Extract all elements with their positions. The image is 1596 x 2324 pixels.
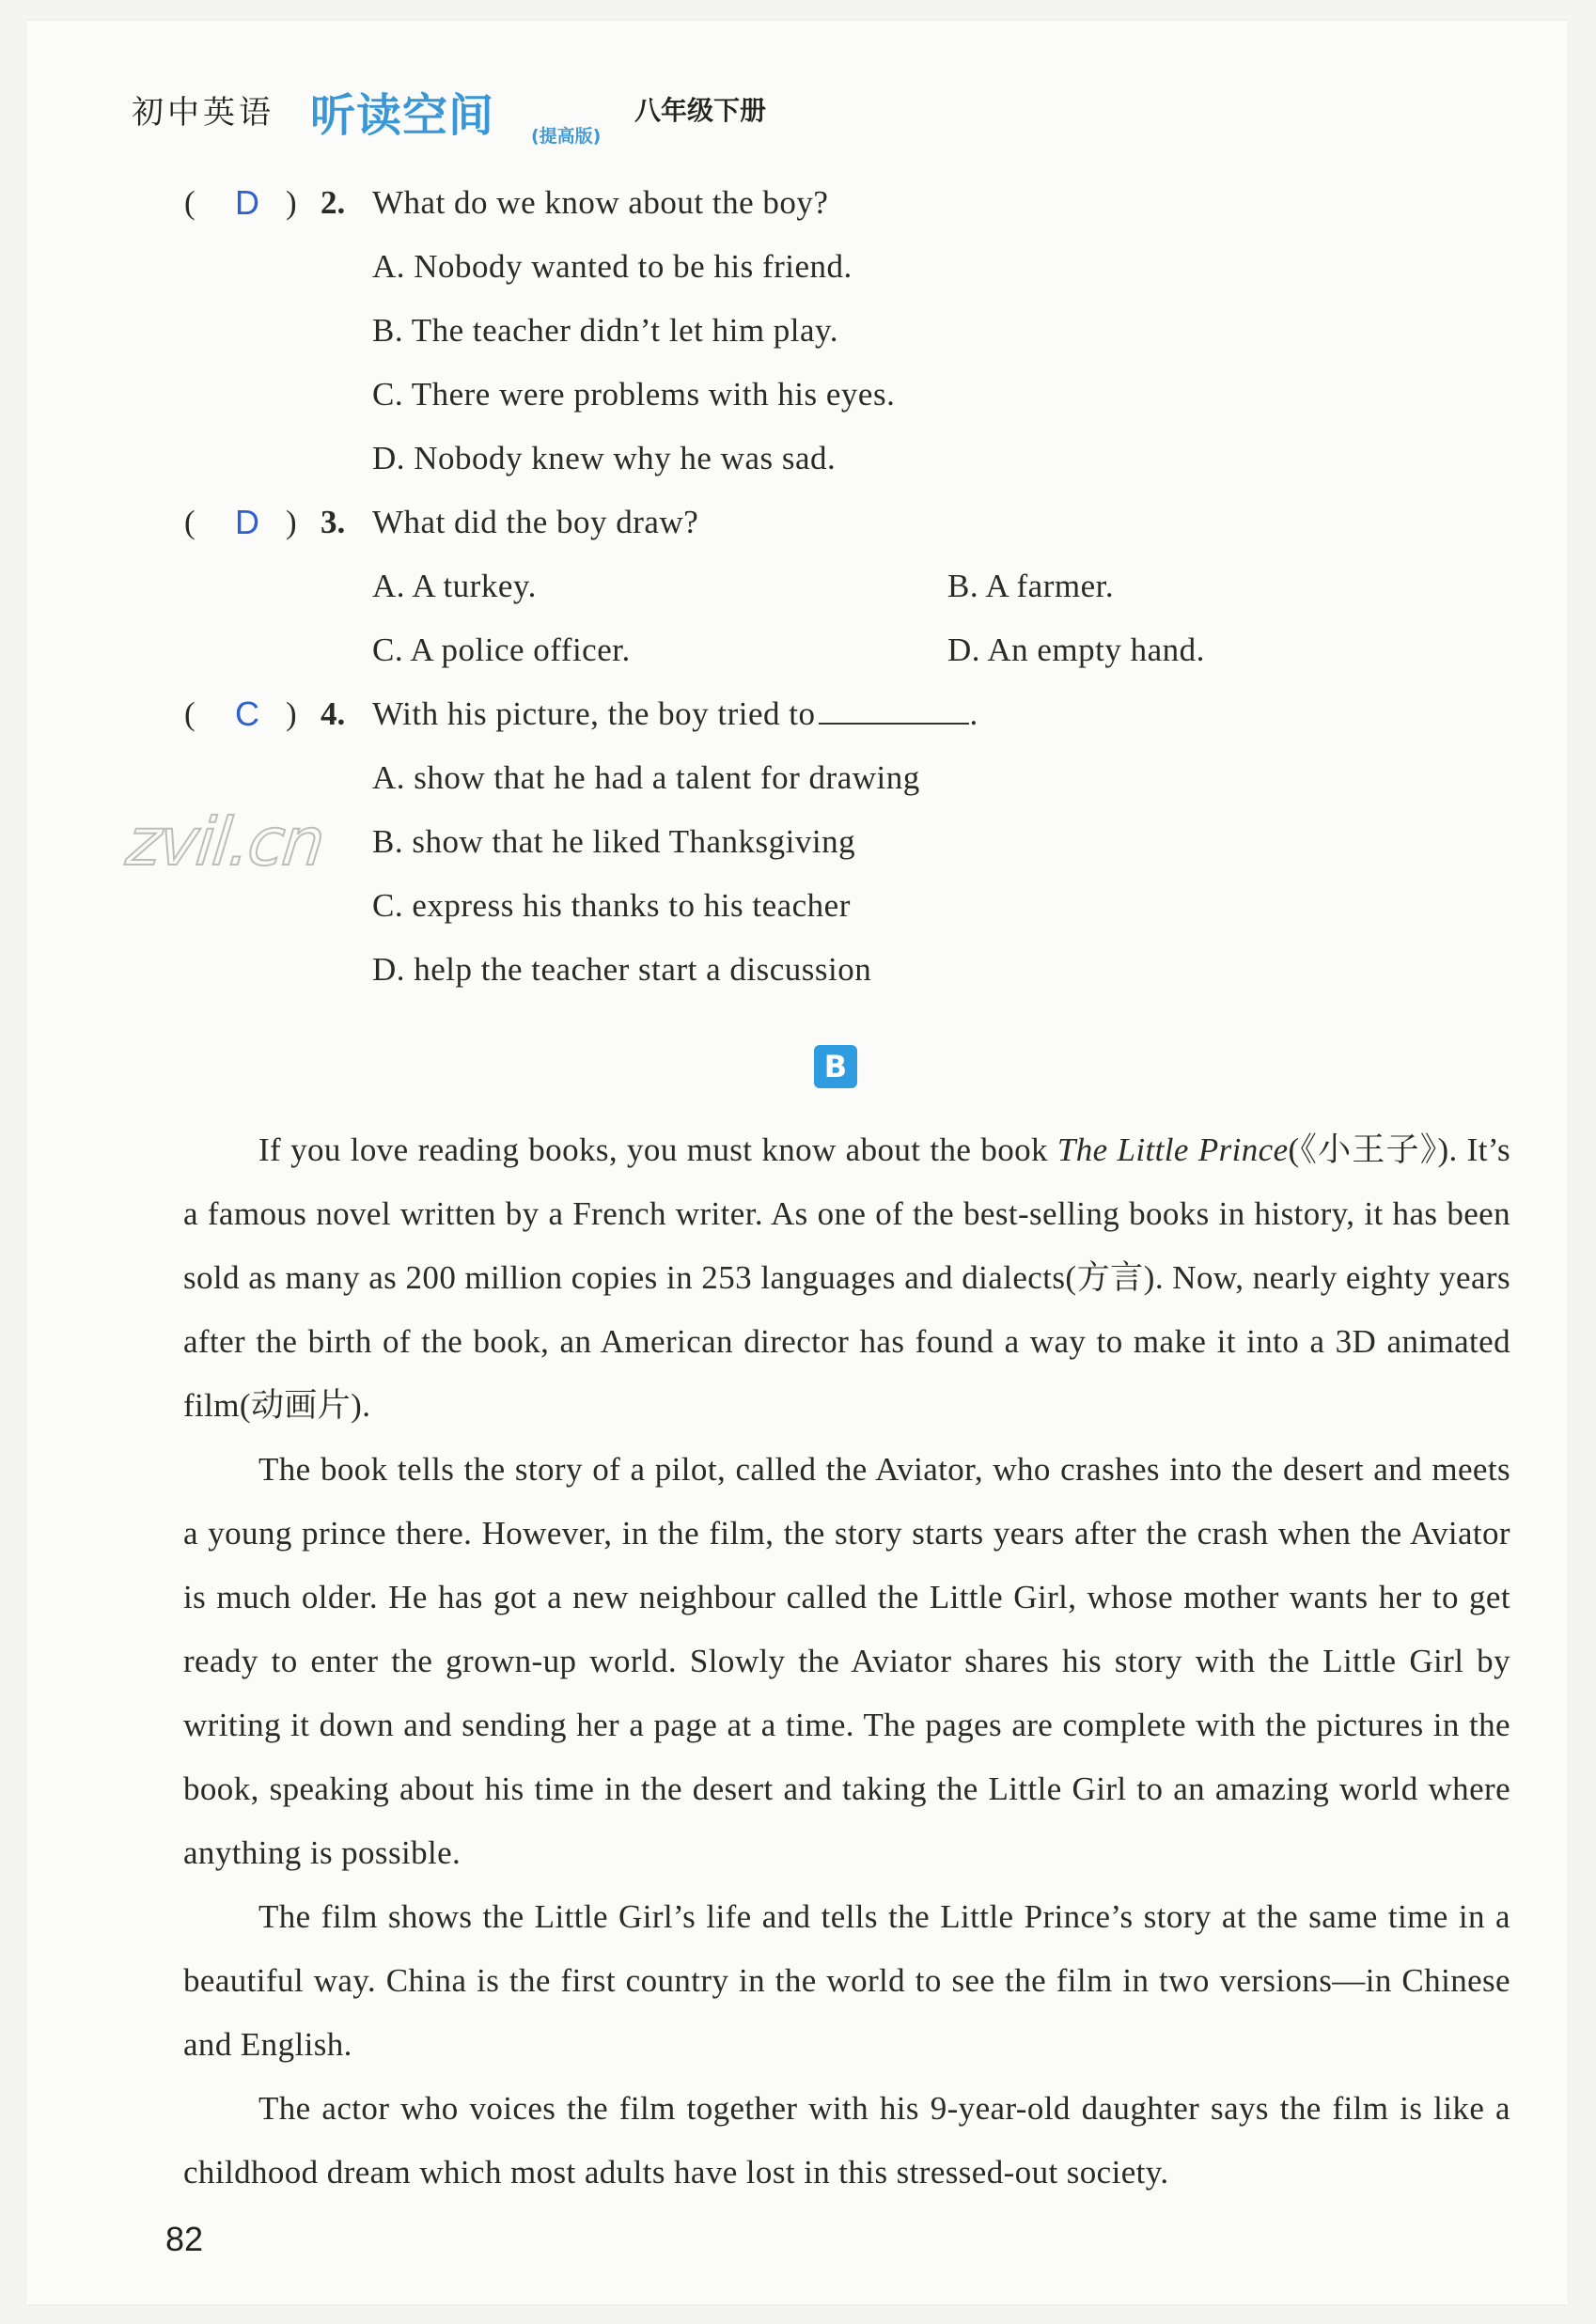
paren-close: ) bbox=[286, 184, 297, 221]
watermark: zvil.cn bbox=[122, 803, 327, 881]
paragraph-4: The actor who voices the film together with his 9-year-old daughter says the film is like a childhood dream which most adults have lost in this stressed-out society. bbox=[183, 2090, 1510, 2191]
paren-open: ( bbox=[184, 695, 196, 732]
paren-close: ) bbox=[286, 695, 297, 732]
option-d: D. help the teacher start a discussion bbox=[372, 951, 872, 988]
option-b: B. The teacher didn’t let him play. bbox=[372, 312, 839, 349]
reading-passage bbox=[183, 1118, 1510, 2205]
book-title: The Little Prince bbox=[1056, 1131, 1289, 1168]
option-c: C. There were problems with his eyes. bbox=[372, 376, 896, 413]
paragraph-3: The film shows the Little Girl’s life and tells the Little Prince’s story at the same time in a beautiful way. China is the first country in the world to see the film in two versions—in Chinese and English. bbox=[183, 1898, 1510, 2063]
option-b: B. show that he liked Thanksgiving bbox=[372, 823, 856, 860]
answer-mark: D bbox=[235, 503, 259, 541]
option-d: D. Nobody knew why he was sad. bbox=[372, 440, 837, 476]
stem-text: With his picture, the boy tried to bbox=[372, 695, 816, 732]
question-stem bbox=[372, 695, 978, 733]
paren-close: ) bbox=[286, 504, 297, 540]
option-c: C. express his thanks to his teacher bbox=[372, 887, 851, 924]
answer-mark: C bbox=[235, 694, 259, 733]
question-number: 4. bbox=[321, 695, 346, 732]
answer-mark: D bbox=[235, 183, 259, 222]
question-stem: What did the boy draw? bbox=[372, 504, 699, 540]
option-d: D. An empty hand. bbox=[947, 632, 1205, 668]
question-stem: What do we know about the boy? bbox=[372, 184, 829, 221]
page-header bbox=[132, 81, 978, 147]
option-a: A. A turkey. bbox=[372, 568, 537, 604]
stem-end: . bbox=[969, 695, 978, 732]
question-number: 3. bbox=[321, 504, 346, 540]
paragraph-1 bbox=[183, 1118, 1510, 1438]
paragraph-2: The book tells the story of a pilot, called the Aviator, who crashes into the desert and meets a young prince there. However, in the film, the story starts years after the crash when the Aviator is much older. He has got a new neighbour called the Little Girl, whose mother wants her to get ready to enter the grown-up world. Slowly the Aviator shares his story with the Little Girl by writing it down and sending her a page at a time. The pages are complete with the pictures in the book, speaking about his time in the desert and taking the Little Girl to an amazing world where anything is possible. bbox=[183, 1451, 1510, 1871]
option-a: A. Nobody wanted to be his friend. bbox=[372, 248, 853, 285]
grade-label: 八年级下册 bbox=[634, 95, 767, 126]
option-a: A. show that he had a talent for drawing bbox=[372, 759, 920, 796]
edition-label: (提高版) bbox=[531, 126, 602, 147]
brand-logo: 听读空间 bbox=[310, 89, 495, 142]
question-number: 2. bbox=[321, 184, 346, 221]
p1-text-b: (《小王子》). It’s a famous novel written by a French writer. As one of the best-selling books in history, it has been sold as many as 200 million copies in 253 languages and dialects(方言). Now, nearly eighty years after the birth of the book, an American director has found a way to make it into a 3D animated film(动画片). bbox=[183, 1131, 1510, 1424]
page-number: 82 bbox=[165, 2220, 204, 2258]
option-b: B. A farmer. bbox=[947, 568, 1115, 604]
p1-text-a: If you love reading books, you must know about the book bbox=[258, 1131, 1057, 1168]
option-c: C. A police officer. bbox=[372, 632, 631, 668]
paren-open: ( bbox=[184, 504, 196, 540]
paren-open: ( bbox=[184, 184, 196, 221]
section-badge: B bbox=[814, 1045, 857, 1088]
series-title: 初中英语 bbox=[132, 94, 274, 132]
answer-blank bbox=[819, 723, 969, 725]
